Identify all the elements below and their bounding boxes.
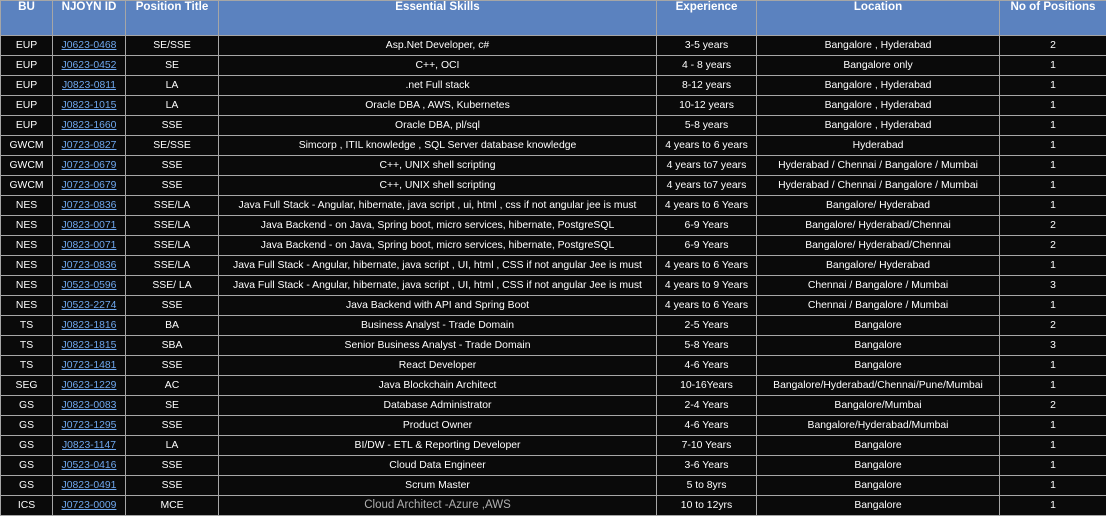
cell-bu: NES — [1, 216, 53, 236]
cell-no-of-positions: 1 — [1000, 196, 1106, 216]
cell-position-title: SE/SSE — [126, 136, 219, 156]
njoyn-id-link[interactable]: J0723-0009 — [61, 500, 117, 511]
njoyn-id-link[interactable]: J0623-1229 — [61, 380, 117, 391]
njoyn-id-link[interactable]: J0823-1660 — [61, 120, 117, 131]
njoyn-id-link[interactable]: J0723-0679 — [61, 180, 117, 191]
cell-essential-skills: Java Backend with API and Spring Boot — [219, 296, 657, 316]
cell-njoyn-id — [53, 376, 126, 396]
cell-position-title: SBA — [126, 336, 219, 356]
njoyn-id-link[interactable]: J0823-0083 — [61, 400, 117, 411]
cell-njoyn-id — [53, 76, 126, 96]
cell-position-title: SSE — [126, 156, 219, 176]
cell-njoyn-id — [53, 496, 126, 516]
njoyn-id-link[interactable]: J0823-0071 — [61, 220, 117, 231]
cell-no-of-positions: 1 — [1000, 456, 1106, 476]
cell-essential-skills: .net Full stack — [219, 76, 657, 96]
table-row — [1, 216, 1106, 236]
table-row — [1, 476, 1106, 496]
cell-position-title: LA — [126, 96, 219, 116]
cell-position-title: SSE — [126, 416, 219, 436]
njoyn-id-link[interactable]: J0523-0416 — [61, 460, 117, 471]
cell-no-of-positions: 1 — [1000, 96, 1106, 116]
cell-location: Bangalore/ Hyderabad/Chennai — [757, 216, 1000, 236]
cell-no-of-positions: 1 — [1000, 296, 1106, 316]
njoyn-id-link[interactable]: J0823-0071 — [61, 240, 117, 251]
cell-njoyn-id — [53, 456, 126, 476]
cell-experience: 4 - 8 years — [657, 56, 757, 76]
header-no-of-positions: No of Positions — [1000, 1, 1106, 36]
cell-essential-skills: Oracle DBA , AWS, Kubernetes — [219, 96, 657, 116]
cell-bu: GS — [1, 476, 53, 496]
cell-bu: GWCM — [1, 176, 53, 196]
cell-no-of-positions: 2 — [1000, 236, 1106, 256]
cell-njoyn-id — [53, 116, 126, 136]
cell-no-of-positions: 1 — [1000, 256, 1106, 276]
cell-bu: SEG — [1, 376, 53, 396]
cell-njoyn-id — [53, 276, 126, 296]
cell-position-title: SSE — [126, 476, 219, 496]
table-row — [1, 356, 1106, 376]
cell-njoyn-id — [53, 296, 126, 316]
cell-njoyn-id — [53, 236, 126, 256]
cell-experience: 4 years to7 years — [657, 156, 757, 176]
table-row — [1, 96, 1106, 116]
header-essential-skills: Essential Skills — [219, 1, 657, 36]
cell-no-of-positions: 2 — [1000, 316, 1106, 336]
cell-essential-skills: C++, OCI — [219, 56, 657, 76]
cell-njoyn-id — [53, 216, 126, 236]
cell-no-of-positions: 3 — [1000, 336, 1106, 356]
cell-essential-skills: Java Backend - on Java, Spring boot, micro services, hibernate, PostgreSQL — [219, 216, 657, 236]
cell-location: Hyderabad / Chennai / Bangalore / Mumbai — [757, 156, 1000, 176]
cell-location: Bangalore/Hyderabad/Chennai/Pune/Mumbai — [757, 376, 1000, 396]
header-location: Location — [757, 1, 1000, 36]
cell-njoyn-id — [53, 476, 126, 496]
cell-no-of-positions: 1 — [1000, 156, 1106, 176]
cell-experience: 10 to 12yrs — [657, 496, 757, 516]
cell-no-of-positions: 1 — [1000, 116, 1106, 136]
cell-position-title: SE/SSE — [126, 36, 219, 56]
table-row — [1, 36, 1106, 56]
njoyn-id-link[interactable]: J0623-0468 — [61, 40, 117, 51]
cell-position-title: SSE/ LA — [126, 276, 219, 296]
cell-njoyn-id — [53, 196, 126, 216]
cell-essential-skills: Java Full Stack - Angular, hibernate, java script , UI, html , CSS if not angular Jee is must — [219, 276, 657, 296]
cell-bu: EUP — [1, 76, 53, 96]
njoyn-id-link[interactable]: J0823-0811 — [61, 80, 117, 91]
cell-njoyn-id — [53, 176, 126, 196]
njoyn-id-link[interactable]: J0823-1816 — [61, 320, 117, 331]
cell-position-title: SSE — [126, 176, 219, 196]
table-row — [1, 296, 1106, 316]
cell-bu: EUP — [1, 96, 53, 116]
cell-no-of-positions: 1 — [1000, 476, 1106, 496]
cell-essential-skills: Java Backend - on Java, Spring boot, micro services, hibernate, PostgreSQL — [219, 236, 657, 256]
cell-experience: 6-9 Years — [657, 216, 757, 236]
cell-no-of-positions: 2 — [1000, 216, 1106, 236]
cell-bu: TS — [1, 316, 53, 336]
cell-essential-skills: Scrum Master — [219, 476, 657, 496]
cell-experience: 8-12 years — [657, 76, 757, 96]
cell-no-of-positions: 1 — [1000, 176, 1106, 196]
cell-njoyn-id — [53, 156, 126, 176]
cell-essential-skills: Java Blockchain Architect — [219, 376, 657, 396]
cell-njoyn-id — [53, 396, 126, 416]
cell-bu: NES — [1, 256, 53, 276]
cell-njoyn-id — [53, 336, 126, 356]
cell-position-title: SSE/LA — [126, 216, 219, 236]
cell-experience: 4 years to 6 Years — [657, 296, 757, 316]
cell-location: Bangalore/ Hyderabad/Chennai — [757, 236, 1000, 256]
table-row — [1, 456, 1106, 476]
table-row — [1, 396, 1106, 416]
cell-experience: 4 years to7 years — [657, 176, 757, 196]
cell-bu: GS — [1, 436, 53, 456]
cell-experience: 4 years to 6 Years — [657, 196, 757, 216]
cell-njoyn-id — [53, 36, 126, 56]
table-row — [1, 276, 1106, 296]
cell-position-title: LA — [126, 436, 219, 456]
cell-no-of-positions: 1 — [1000, 136, 1106, 156]
njoyn-id-link[interactable]: J0523-0596 — [61, 280, 117, 291]
cell-location: Hyderabad / Chennai / Bangalore / Mumbai — [757, 176, 1000, 196]
cell-position-title: SSE — [126, 296, 219, 316]
cell-essential-skills: Cloud Architect -Azure ,AWS — [219, 496, 657, 516]
cell-position-title: SSE/LA — [126, 196, 219, 216]
table-row — [1, 316, 1106, 336]
cell-essential-skills: React Developer — [219, 356, 657, 376]
cell-no-of-positions: 1 — [1000, 376, 1106, 396]
cell-essential-skills: C++, UNIX shell scripting — [219, 156, 657, 176]
cell-essential-skills: Java Full Stack - Angular, hibernate, java script , ui, html , css if not angular jee is must — [219, 196, 657, 216]
cell-position-title: SSE — [126, 356, 219, 376]
cell-experience: 2-5 Years — [657, 316, 757, 336]
table-row — [1, 236, 1106, 256]
table-row — [1, 156, 1106, 176]
njoyn-id-link[interactable]: J0823-1147 — [61, 440, 117, 451]
cell-location: Bangalore — [757, 496, 1000, 516]
cell-position-title: SSE/LA — [126, 256, 219, 276]
cell-no-of-positions: 1 — [1000, 56, 1106, 76]
table-row — [1, 436, 1106, 456]
cell-njoyn-id — [53, 436, 126, 456]
cell-bu: TS — [1, 336, 53, 356]
cell-no-of-positions: 3 — [1000, 276, 1106, 296]
njoyn-id-link[interactable]: J0823-1015 — [61, 100, 117, 111]
cell-experience: 7-10 Years — [657, 436, 757, 456]
cell-position-title: AC — [126, 376, 219, 396]
cell-experience: 6-9 Years — [657, 236, 757, 256]
cell-essential-skills: Database Administrator — [219, 396, 657, 416]
cell-location: Bangalore/ Hyderabad — [757, 196, 1000, 216]
cell-position-title: SE — [126, 56, 219, 76]
njoyn-id-link[interactable]: J0523-2274 — [61, 300, 117, 311]
cell-njoyn-id — [53, 416, 126, 436]
cell-position-title: MCE — [126, 496, 219, 516]
cell-bu: GS — [1, 396, 53, 416]
table-row — [1, 176, 1106, 196]
cell-njoyn-id — [53, 256, 126, 276]
cell-njoyn-id — [53, 136, 126, 156]
njoyn-id-link[interactable]: J0723-1295 — [61, 420, 117, 431]
cell-experience: 5 to 8yrs — [657, 476, 757, 496]
cell-bu: NES — [1, 196, 53, 216]
table-row — [1, 336, 1106, 356]
table-row — [1, 116, 1106, 136]
cell-essential-skills: Java Full Stack - Angular, hibernate, java script , UI, html , CSS if not angular Jee is must — [219, 256, 657, 276]
header-experience: Experience — [657, 1, 757, 36]
cell-location: Bangalore — [757, 356, 1000, 376]
cell-bu: NES — [1, 276, 53, 296]
cell-bu: TS — [1, 356, 53, 376]
cell-location: Bangalore/ Hyderabad — [757, 256, 1000, 276]
njoyn-id-link[interactable]: J0823-0491 — [61, 480, 117, 491]
cell-location: Bangalore , Hyderabad — [757, 76, 1000, 96]
cell-no-of-positions: 1 — [1000, 76, 1106, 96]
table-row — [1, 256, 1106, 276]
cell-bu: GWCM — [1, 136, 53, 156]
cell-essential-skills: Product Owner — [219, 416, 657, 436]
cell-position-title: SSE/LA — [126, 236, 219, 256]
cell-bu: NES — [1, 296, 53, 316]
cell-bu: EUP — [1, 116, 53, 136]
cell-bu: EUP — [1, 56, 53, 76]
header-bu: BU — [1, 1, 53, 36]
cell-experience: 2-4 Years — [657, 396, 757, 416]
cell-njoyn-id — [53, 356, 126, 376]
cell-bu: GS — [1, 456, 53, 476]
cell-no-of-positions: 2 — [1000, 36, 1106, 56]
njoyn-id-link[interactable]: J0723-0679 — [61, 160, 117, 171]
njoyn-id-link[interactable]: J0823-1815 — [61, 340, 117, 351]
cell-no-of-positions: 1 — [1000, 416, 1106, 436]
cell-location: Bangalore/Mumbai — [757, 396, 1000, 416]
cell-experience: 3-5 years — [657, 36, 757, 56]
cell-essential-skills: Senior Business Analyst - Trade Domain — [219, 336, 657, 356]
cell-njoyn-id — [53, 96, 126, 116]
cell-position-title: SSE — [126, 456, 219, 476]
njoyn-id-link[interactable]: J0723-1481 — [61, 360, 117, 371]
cell-experience: 5-8 years — [657, 116, 757, 136]
cell-essential-skills: Asp.Net Developer, c# — [219, 36, 657, 56]
cell-experience: 5-8 Years — [657, 336, 757, 356]
cell-no-of-positions: 1 — [1000, 436, 1106, 456]
cell-essential-skills: Simcorp , ITIL knowledge , SQL Server database knowledge — [219, 136, 657, 156]
njoyn-id-link[interactable]: J0623-0452 — [61, 60, 117, 71]
table-row — [1, 376, 1106, 396]
cell-bu: EUP — [1, 36, 53, 56]
cell-njoyn-id — [53, 56, 126, 76]
cell-location: Bangalore , Hyderabad — [757, 116, 1000, 136]
cell-njoyn-id — [53, 316, 126, 336]
cell-no-of-positions: 1 — [1000, 356, 1106, 376]
cell-position-title: BA — [126, 316, 219, 336]
table-row — [1, 76, 1106, 96]
cell-essential-skills: C++, UNIX shell scripting — [219, 176, 657, 196]
cell-experience: 4-6 Years — [657, 416, 757, 436]
njoyn-id-link[interactable]: J0723-0836 — [61, 200, 117, 211]
table-row — [1, 56, 1106, 76]
table-row — [1, 496, 1106, 516]
cell-location: Bangalore — [757, 436, 1000, 456]
cell-experience: 4 years to 6 years — [657, 136, 757, 156]
cell-position-title: SE — [126, 396, 219, 416]
table-row — [1, 196, 1106, 216]
cell-location: Bangalore/Hyderabad/Mumbai — [757, 416, 1000, 436]
cell-essential-skills: Cloud Data Engineer — [219, 456, 657, 476]
cell-no-of-positions: 2 — [1000, 396, 1106, 416]
cell-bu: ICS — [1, 496, 53, 516]
cell-essential-skills: BI/DW - ETL & Reporting Developer — [219, 436, 657, 456]
njoyn-id-link[interactable]: J0723-0836 — [61, 260, 117, 271]
cell-location: Chennai / Bangalore / Mumbai — [757, 296, 1000, 316]
cell-no-of-positions: 1 — [1000, 496, 1106, 516]
cell-location: Bangalore — [757, 336, 1000, 356]
cell-experience: 4-6 Years — [657, 356, 757, 376]
cell-location: Bangalore only — [757, 56, 1000, 76]
cell-essential-skills: Oracle DBA, pl/sql — [219, 116, 657, 136]
cell-location: Bangalore — [757, 316, 1000, 336]
njoyn-id-link[interactable]: J0723-0827 — [61, 140, 117, 151]
cell-location: Bangalore — [757, 456, 1000, 476]
cell-location: Bangalore , Hyderabad — [757, 36, 1000, 56]
cell-bu: NES — [1, 236, 53, 256]
cell-bu: GS — [1, 416, 53, 436]
header-njoyn-id: NJOYN ID — [53, 1, 126, 36]
header-row — [1, 1, 1106, 36]
cell-location: Chennai / Bangalore / Mumbai — [757, 276, 1000, 296]
cell-position-title: LA — [126, 76, 219, 96]
cell-bu: GWCM — [1, 156, 53, 176]
cell-experience: 4 years to 9 Years — [657, 276, 757, 296]
cell-experience: 10-12 years — [657, 96, 757, 116]
table-row — [1, 416, 1106, 436]
cell-experience: 3-6 Years — [657, 456, 757, 476]
cell-location: Hyderabad — [757, 136, 1000, 156]
cell-essential-skills: Business Analyst - Trade Domain — [219, 316, 657, 336]
cell-location: Bangalore , Hyderabad — [757, 96, 1000, 116]
cell-experience: 4 years to 6 Years — [657, 256, 757, 276]
header-position-title: Position Title — [126, 1, 219, 36]
cell-position-title: SSE — [126, 116, 219, 136]
cell-location: Bangalore — [757, 476, 1000, 496]
table-row — [1, 136, 1106, 156]
cell-experience: 10-16Years — [657, 376, 757, 396]
